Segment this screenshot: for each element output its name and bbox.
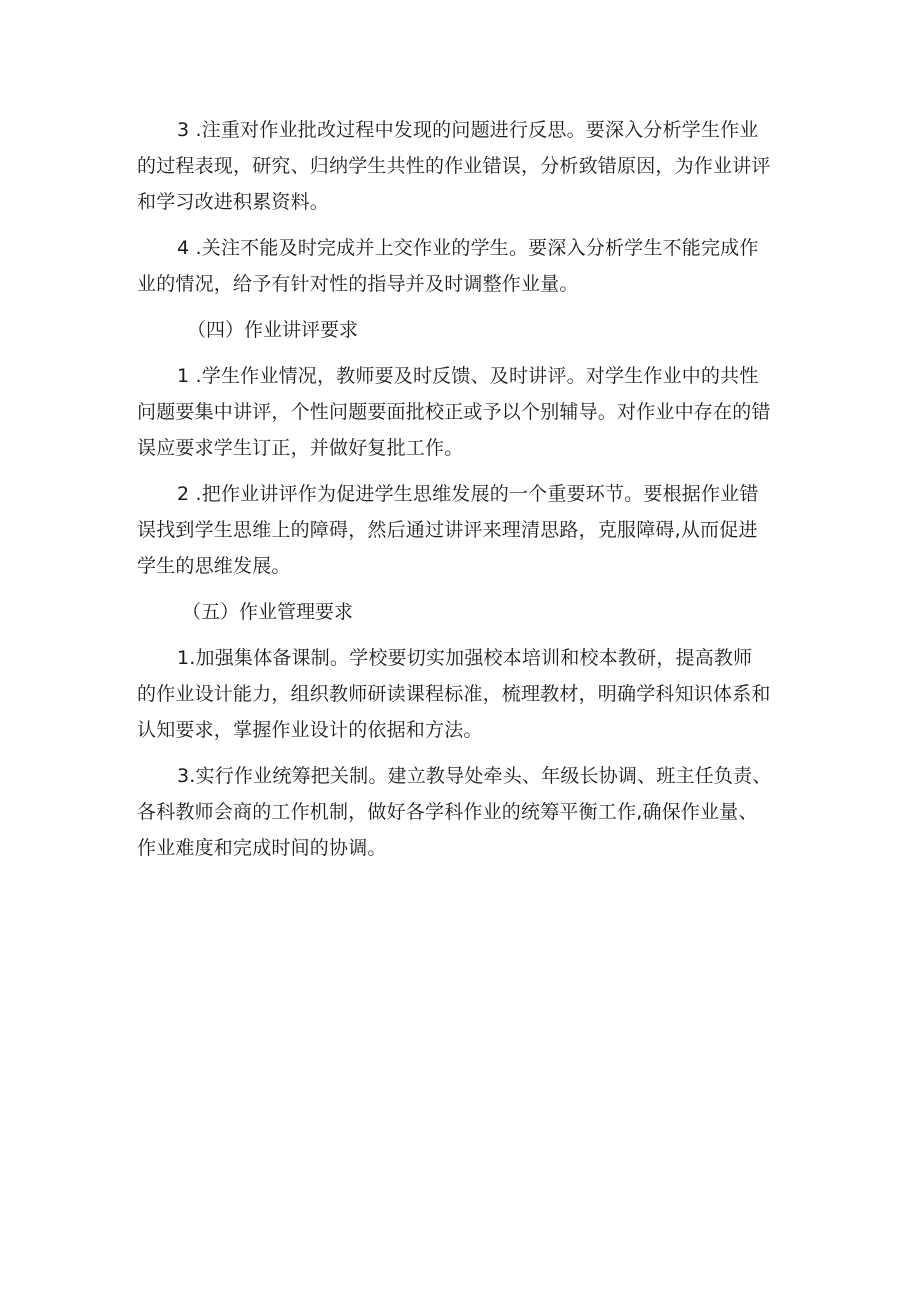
- paragraph-feedback: [137, 358, 797, 466]
- paragraph-line: 和学习改进积累资料。: [137, 191, 330, 213]
- paragraph-line: 误应要求学生订正，并做好复批工作。: [137, 437, 464, 459]
- paragraph-line: 误找到学生思维上的障碍，然后通过讲评来理清思路，克服障碍,从而促进: [137, 519, 758, 541]
- paragraph-line: 的过程表现，研究、归纳学生共性的作业错误，分析致错原因，为作业讲评: [137, 155, 771, 177]
- paragraph-thinking-development: [137, 476, 797, 584]
- paragraph-coordination: [137, 758, 797, 866]
- paragraph-line: 3 .注重对作业批改过程中发现的问题进行反思。要深入分析学生作业: [177, 119, 759, 141]
- paragraph-reflection: [137, 112, 797, 220]
- paragraph-line: 学生的思维发展。: [137, 555, 291, 577]
- paragraph-line: 业的情况，给予有针对性的指导并及时调整作业量。: [137, 273, 579, 295]
- paragraph-line: 认知要求，掌握作业设计的依据和方法。: [137, 719, 483, 741]
- paragraph-line: 2 .把作业讲评作为促进学生思维发展的一个重要环节。要根据作业错: [177, 483, 759, 505]
- paragraph-line: 3.实行作业统筹把关制。建立教导处牵头、年级长协调、班主任负责、: [177, 765, 772, 787]
- paragraph-line: 4 .关注不能及时完成并上交作业的学生。要深入分析学生不能完成作: [177, 237, 759, 259]
- paragraph-line: 1.加强集体备课制。学校要切实加强校本培训和校本教研，提高教师: [177, 647, 753, 669]
- paragraph-line: 各科教师会商的工作机制，做好各学科作业的统筹平衡工作,确保作业量、: [137, 801, 758, 823]
- paragraph-line: 的作业设计能力，组织教师研读课程标准，梳理教材，明确学科知识体系和: [137, 683, 771, 705]
- paragraph-unfinished-homework: [137, 230, 797, 302]
- document-body: [137, 112, 797, 876]
- paragraph-line: 作业难度和完成时间的协调。: [137, 837, 387, 859]
- paragraph-line: 1 .学生作业情况，教师要及时反馈、及时讲评。对学生作业中的共性: [177, 365, 759, 387]
- paragraph-line: 问题要集中讲评，个性问题要面批校正或予以个别辅导。对作业中存在的错: [137, 401, 771, 423]
- paragraph-lesson-prep: [137, 640, 797, 748]
- section-heading-management: （五）作业管理要求: [182, 601, 354, 623]
- section-heading-review: （四）作业讲评要求: [187, 319, 359, 341]
